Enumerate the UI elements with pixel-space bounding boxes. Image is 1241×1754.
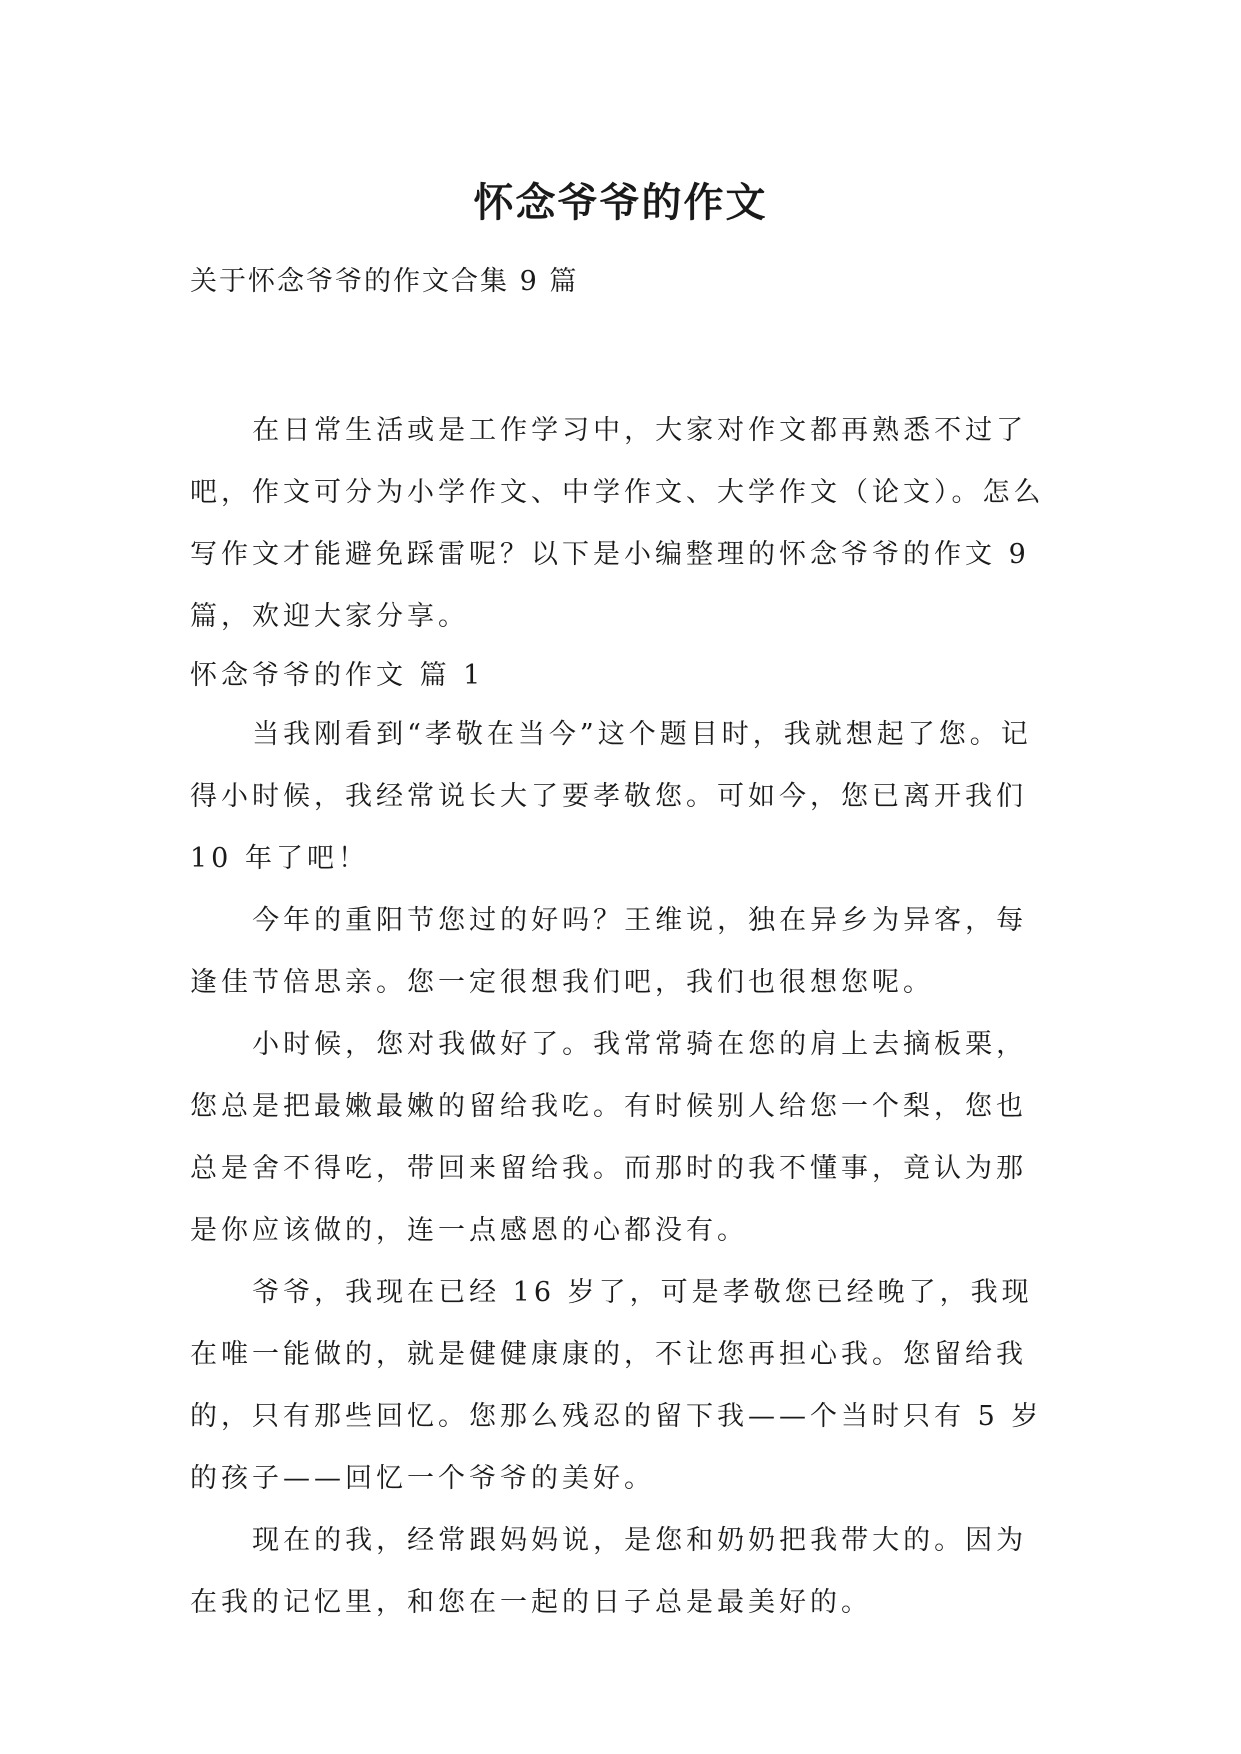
body-paragraph: 现在的我，经常跟妈妈说，是您和奶奶把我带大的。因为在我的记忆里，和您在一起的日子总是最美好的。 [190, 1525, 1028, 1618]
document-title: 怀念爷爷的作文 [473, 179, 768, 226]
body-paragraph: 今年的重阳节您过的好吗？王维说，独在异乡为异客，每逢佳节倍思亲。您一定很想我们吧，我们也很想您呢。 [190, 905, 1028, 998]
intro-paragraph: 在日常生活或是工作学习中，大家对作文都再熟悉不过了吧，作文可分为小学作文、中学作文、大学作文（论文）。怎么写作文才能避免踩雷呢？以下是小编整理的怀念爷爷的作文 9 篇，欢迎大家分享。 [190, 415, 1045, 632]
body-paragraph: 当我刚看到“孝敬在当今”这个题目时，我就想起了您。记得小时候，我经常说长大了要孝敬您。可如今，您已离开我们 10 年了吧！ [190, 719, 1032, 874]
document-subtitle: 关于怀念爷爷的作文合集 9 篇 [190, 266, 579, 297]
body-paragraph: 爷爷，我现在已经 16 岁了，可是孝敬您已经晚了，我现在唯一能做的，就是健健康康的，不让您再担心我。您留给我的，只有那些回忆。您那么残忍的留下我——个当时只有 5 岁的孩子——回忆一个爷爷的美好。 [190, 1277, 1043, 1494]
section-heading: 怀念爷爷的作文 篇 1 [190, 660, 485, 691]
body-paragraph: 小时候，您对我做好了。我常常骑在您的肩上去摘板栗，您总是把最嫩最嫩的留给我吃。有时候别人给您一个梨，您也总是舍不得吃，带回来留给我。而那时的我不懂事，竟认为那是你应该做的，连一点感恩的心都没有。 [190, 1029, 1028, 1246]
document-body [190, 400, 1052, 1634]
